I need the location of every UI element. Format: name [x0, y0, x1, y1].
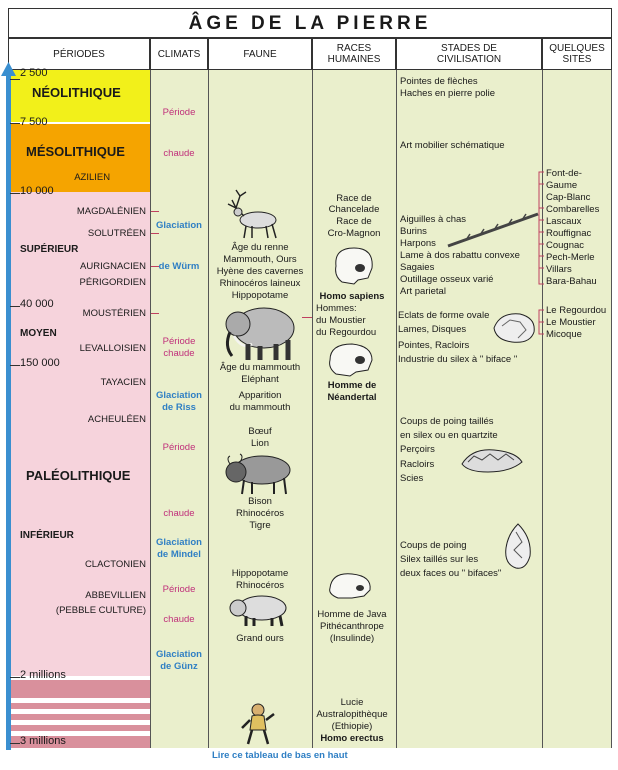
header-races-line2: HUMAINES: [327, 54, 381, 65]
marker-hommes: [302, 317, 312, 318]
bison-icon: [222, 450, 298, 496]
mammoth-icon: [218, 302, 302, 362]
stade-haches: Haches en pierre polie: [400, 88, 496, 99]
site-cap-blanc: Cap-Blanc: [546, 192, 591, 203]
stade-art-parietal: Art parietal: [400, 286, 446, 297]
header-climats: CLIMATS: [150, 38, 208, 70]
site-rouffignac: Rouffignac: [546, 228, 592, 239]
header-sites-line1: QUELQUES: [549, 43, 605, 54]
reindeer-icon: [224, 186, 284, 240]
faune-grand-ours: Grand ours: [236, 633, 284, 644]
climat-glaciation-wurm-2: de Würm: [158, 261, 200, 272]
era-tayacien: TAYACIEN: [100, 377, 146, 388]
era-perigordien: PÉRIGORDIEN: [79, 277, 146, 288]
era-mesolithique: MÉSOLITHIQUE: [26, 144, 125, 159]
race-regourdou: du Regourdou: [316, 327, 377, 338]
stripe-4: [10, 725, 150, 731]
faune-bison: Bison: [248, 496, 272, 507]
faune-renne-4: Rhinocéros laineux: [219, 278, 301, 289]
footer-note: Lire ce tableau de bas en haut: [212, 750, 348, 761]
site-cougnac: Cougnac: [546, 240, 585, 251]
tick-2500: [10, 79, 20, 80]
faune-boeuf: Bœuf: [248, 426, 272, 437]
tick-3-millions: [10, 743, 20, 744]
climat-glaciation-riss-2: de Riss: [162, 402, 196, 413]
stade-silex-1: Silex taillés sur les: [400, 554, 479, 565]
stade-outillage: Outillage osseux varié: [400, 274, 494, 285]
era-pebble: (PEBBLE CULTURE): [55, 605, 146, 616]
era-aurignacien: AURIGNACIEN: [80, 261, 146, 272]
column-stades: [396, 70, 542, 748]
header-stades: [396, 38, 542, 70]
faune-renne-3: Hyène des cavernes: [216, 266, 304, 277]
stade-scies: Scies: [400, 473, 424, 484]
stade-eclats: Eclats de forme ovale: [398, 310, 490, 321]
hominid-icon: [240, 702, 280, 746]
race-race-2: Race de: [336, 216, 372, 227]
race-race-1: Race de: [336, 193, 372, 204]
race-australo: Australopithèque: [316, 709, 388, 720]
race-moustier: du Moustier: [316, 315, 366, 326]
stade-pointes-fleches: Pointes de flèches: [400, 76, 478, 87]
stade-harpons: Harpons: [400, 238, 436, 249]
time-2500: 2 500: [20, 67, 48, 79]
tick-2-millions: [10, 677, 20, 678]
time-10000: 10 000: [20, 185, 54, 197]
stripe-3: [10, 714, 150, 720]
stade-coups-3: Coups de poing: [400, 540, 467, 551]
era-paleolithique: PALÉOLITHIQUE: [26, 468, 131, 483]
faune-renne-1: Âge du renne: [231, 242, 289, 253]
site-font-1: Font-de-: [546, 168, 582, 179]
page-title: ÂGE DE LA PIERRE: [8, 8, 612, 38]
faune-apparition-2: du mammouth: [229, 402, 291, 413]
stripe-2: [10, 703, 150, 709]
race-cromagnon: Cro-Magnon: [327, 228, 381, 239]
bear-icon: [228, 592, 292, 628]
race-homo-sapiens: Homo sapiens: [319, 291, 385, 302]
era-inferieur: INFÉRIEUR: [20, 530, 74, 541]
stade-aiguilles: Aiguilles à chas: [400, 214, 467, 225]
race-homme-java: Homme de Java: [317, 609, 387, 620]
faune-rhino-2: Rhinocéros: [235, 580, 285, 591]
sites-bracket: [536, 168, 546, 388]
era-levalloisien: LEVALLOISIEN: [79, 343, 146, 354]
faune-tigre: Tigre: [249, 520, 271, 531]
skull-java-icon: [324, 568, 378, 602]
stade-sagaies: Sagaies: [400, 262, 435, 273]
faune-rhino: Rhinocéros: [235, 508, 285, 519]
site-micoque: Micoque: [546, 329, 582, 340]
stade-lame: Lame à dos rabattu convexe: [400, 250, 520, 261]
era-neolithique: NÉOLITHIQUE: [32, 85, 121, 100]
climat-periode-3: Période: [162, 442, 196, 453]
race-homo-erectus: Homo erectus: [320, 733, 384, 744]
tick-10000: [10, 193, 20, 194]
era-azilien-label: AZILIEN: [74, 172, 111, 183]
stade-coups-2: en silex ou en quartzite: [400, 430, 498, 441]
stade-industrie: Industrie du silex à " biface ": [398, 354, 518, 365]
era-clactonien: CLACTONIEN: [84, 559, 146, 570]
race-pithecanthrope: Pithécanthrope: [320, 621, 384, 632]
faune-renne-5: Hippopotame: [231, 290, 289, 301]
marker-mousterien: [151, 313, 159, 314]
race-insulinde: (Insulinde): [329, 633, 375, 644]
faune-apparition-1: Apparition: [238, 390, 282, 401]
scraper-tool-icon: [458, 444, 526, 476]
tick-150000: [10, 365, 20, 366]
time-2-millions: 2 millions: [20, 669, 66, 681]
faune-mammouth-1: Âge du mammouth: [219, 362, 301, 373]
era-mousterien: MOUSTÉRIEN: [82, 308, 146, 319]
oval-flake-icon: [490, 310, 538, 346]
climat-chaude-1: chaude: [163, 148, 195, 159]
faune-renne-2: Mammouth, Ours: [223, 254, 297, 265]
race-hommes: Hommes:: [316, 303, 357, 314]
site-lascaux: Lascaux: [546, 216, 582, 227]
era-magdalenien: MAGDALÉNIEN: [76, 206, 146, 217]
race-lucie: Lucie: [340, 697, 364, 708]
marker-solutreen: [151, 233, 159, 234]
era-moyen: MOYEN: [20, 328, 57, 339]
race-chancelade: Chancelade: [328, 204, 380, 215]
stade-lames-disques: Lames, Disques: [398, 324, 467, 335]
header-stades-line2: CIVILISATION: [436, 54, 502, 65]
era-superieur: SUPÉRIEUR: [20, 244, 79, 255]
header-stades-line1: STADES DE: [441, 43, 497, 54]
climat-chaude-2: chaude: [163, 348, 195, 359]
stripe-1: [10, 680, 150, 698]
time-150000: 150 000: [20, 357, 60, 369]
stade-racloirs: Racloirs: [400, 459, 435, 470]
era-acheuleen: ACHEULÉEN: [87, 414, 146, 425]
site-le-moustier: Le Moustier: [546, 317, 596, 328]
faune-lion: Lion: [251, 438, 269, 449]
header-races-line1: RACES: [336, 43, 372, 54]
time-3-millions: 3 millions: [20, 735, 66, 747]
header-races: [312, 38, 396, 70]
skull-sapiens-icon: [328, 244, 378, 286]
climat-chaude-3: chaude: [163, 508, 195, 519]
tick-40000: [10, 306, 20, 307]
column-races: [312, 70, 396, 748]
stade-silex-2: deux faces ou " bifaces": [400, 568, 502, 579]
tick-7500: [10, 123, 20, 124]
stade-pointes-racloirs: Pointes, Racloirs: [398, 340, 470, 351]
race-neandertal: Néandertal: [327, 392, 377, 403]
stade-art-mobilier: Art mobilier schématique: [400, 140, 505, 151]
era-solutreen: SOLUTRÉEN: [87, 228, 146, 239]
header-sites: [542, 38, 612, 70]
header-periodes: PÉRIODES: [8, 38, 150, 70]
climat-glaciation-gunz-1: Glaciation: [156, 649, 202, 660]
stade-coups-1: Coups de poing taillés: [400, 416, 494, 427]
header-faune: FAUNE: [208, 38, 312, 70]
climat-glaciation-gunz-2: de Günz: [160, 661, 198, 672]
climat-periode-4: Période: [162, 584, 196, 595]
race-ethiopie: (Ethiopie): [331, 721, 373, 732]
site-villars: Villars: [546, 264, 572, 275]
marker-magdalenien: [151, 211, 159, 212]
race-homme-de: Homme de: [327, 380, 377, 391]
climat-periode-1: Période: [162, 107, 196, 118]
climat-chaude-4: chaude: [163, 614, 195, 625]
stade-burins: Burins: [400, 226, 427, 237]
harpoon-icon: [446, 210, 540, 250]
stade-percoirs: Perçoirs: [400, 444, 435, 455]
skull-neandertal-icon: [324, 338, 378, 378]
header-sites-line2: SITES: [562, 54, 592, 65]
site-font-2: Gaume: [546, 180, 578, 191]
era-abbevillien: ABBEVILLIEN: [85, 590, 146, 601]
site-combarelles: Combarelles: [546, 204, 600, 215]
time-7500: 7 500: [20, 116, 48, 128]
climat-glaciation-mindel-2: de Mindel: [157, 549, 201, 560]
climat-glaciation-mindel-1: Glaciation: [156, 537, 202, 548]
time-40000: 40 000: [20, 298, 54, 310]
climat-periode-2: Période: [162, 336, 196, 347]
site-pech-merle: Pech-Merle: [546, 252, 595, 263]
climat-glaciation-riss-1: Glaciation: [156, 390, 202, 401]
site-le-regourdou: Le Regourdou: [546, 305, 607, 316]
biface-icon: [500, 522, 536, 572]
faune-mammouth-2: Eléphant: [241, 374, 279, 385]
climat-glaciation-wurm-1: Glaciation: [156, 220, 202, 231]
site-bara-bahau: Bara-Bahau: [546, 276, 597, 287]
timeline-arrow-icon: [0, 62, 20, 752]
faune-hippo: Hippopotame: [231, 568, 289, 579]
